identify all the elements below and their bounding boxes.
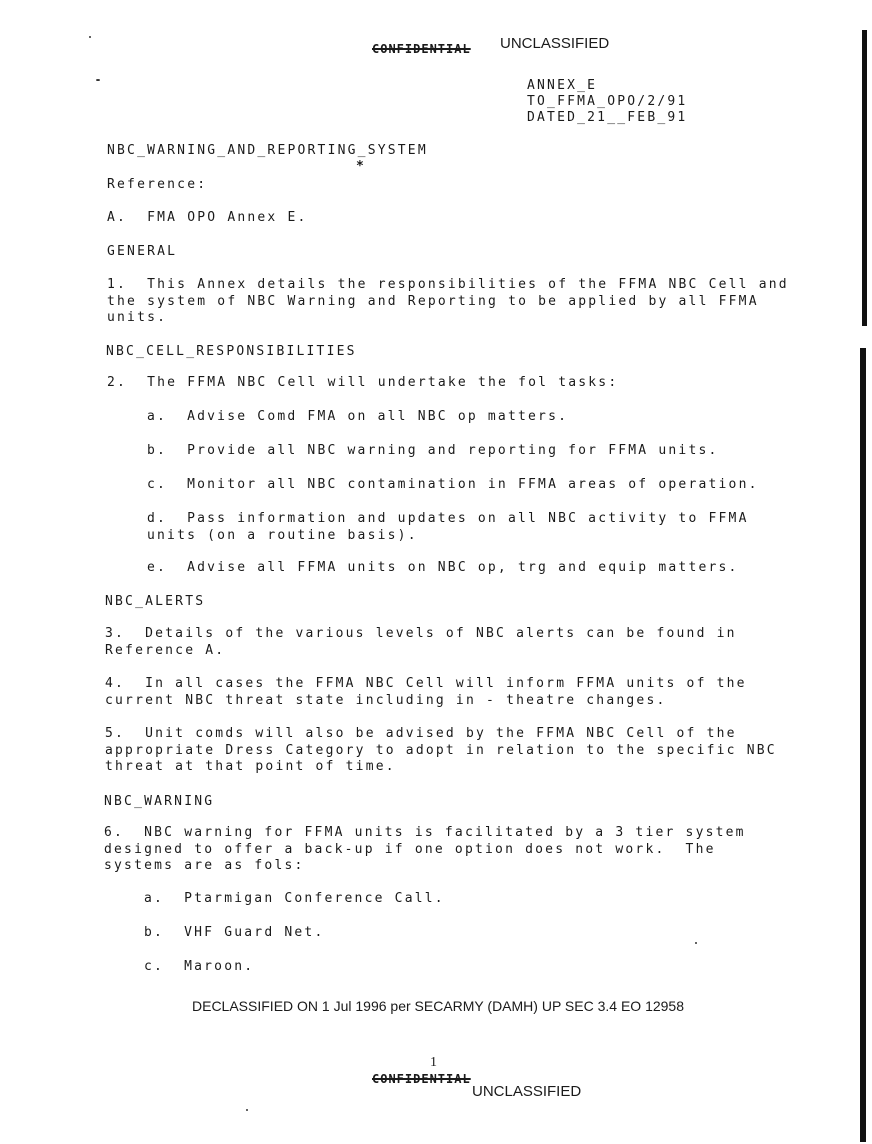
- annex-line-1: ANNEX_E: [527, 78, 598, 93]
- scan-speck: [695, 942, 697, 944]
- reference-label: Reference:: [107, 177, 208, 192]
- paragraph-5: 5. Unit comds will also be advised by the FFMA NBC Cell of the appropriate Dress Category to adopt in relation to the specific NBC threat at that point of time.: [105, 726, 777, 774]
- heading-nbc-alerts: NBC_ALERTS: [105, 594, 206, 609]
- reference-a: A. FMA OPO Annex E.: [107, 210, 308, 225]
- paragraph-4: 4. In all cases the FFMA NBC Cell will inform FFMA units of the current NBC threat state including in - theatre changes.: [105, 676, 747, 708]
- annex-line-3: DATED_21__FEB_91: [527, 110, 688, 125]
- page-number: 1: [430, 1055, 437, 1070]
- paragraph-2: 2. The FFMA NBC Cell will undertake the fol tasks:: [107, 375, 619, 390]
- footer-struck-marking: CONFIDENTIAL: [372, 1072, 471, 1086]
- task-c: c. Monitor all NBC contamination in FFMA areas of operation.: [147, 477, 759, 492]
- title-asterisk: *: [356, 159, 367, 174]
- paragraph-6: 6. NBC warning for FFMA units is facilitated by a 3 tier system designed to offer a back-up if one option does not work. The systems are as fols:: [104, 825, 746, 873]
- scan-speck: [89, 36, 91, 38]
- system-c: c. Maroon.: [144, 959, 255, 974]
- scan-speck: [246, 1109, 248, 1111]
- task-e: e. Advise all FFMA units on NBC op, trg and equip matters.: [147, 560, 739, 575]
- paragraph-3: 3. Details of the various levels of NBC alerts can be found in Reference A.: [105, 626, 737, 658]
- task-a: a. Advise Comd FMA on all NBC op matters.: [147, 409, 569, 424]
- header-struck-marking: CONFIDENTIAL: [372, 42, 471, 56]
- header-classification: UNCLASSIFIED: [500, 35, 610, 52]
- scan-edge-bar-bottom: [860, 348, 866, 1142]
- scan-edge-bar-top: [862, 30, 867, 326]
- paragraph-1: 1. This Annex details the responsibilities of the FFMA NBC Cell and the system of NBC Warning and Reporting to be applied by all FFMA units.: [107, 277, 789, 325]
- task-b: b. Provide all NBC warning and reporting for FFMA units.: [147, 443, 719, 458]
- page-title: NBC_WARNING_AND_REPORTING_SYSTEM: [107, 143, 428, 158]
- heading-general: GENERAL: [107, 244, 178, 259]
- heading-nbc-warning: NBC_WARNING: [104, 794, 215, 809]
- annex-line-2: TO_FFMA_OPO/2/91: [527, 94, 688, 109]
- heading-cell-responsibilities: NBC_CELL_RESPONSIBILITIES: [106, 344, 357, 359]
- system-a: a. Ptarmigan Conference Call.: [144, 891, 445, 906]
- scan-speck: [96, 79, 100, 81]
- declassification-stamp: DECLASSIFIED ON 1 Jul 1996 per SECARMY (DAMH) UP SEC 3.4 EO 12958: [192, 998, 685, 1014]
- system-b: b. VHF Guard Net.: [144, 925, 325, 940]
- task-d: d. Pass information and updates on all NBC activity to FFMA units (on a routine basis).: [147, 511, 749, 543]
- footer-classification: UNCLASSIFIED: [472, 1083, 582, 1100]
